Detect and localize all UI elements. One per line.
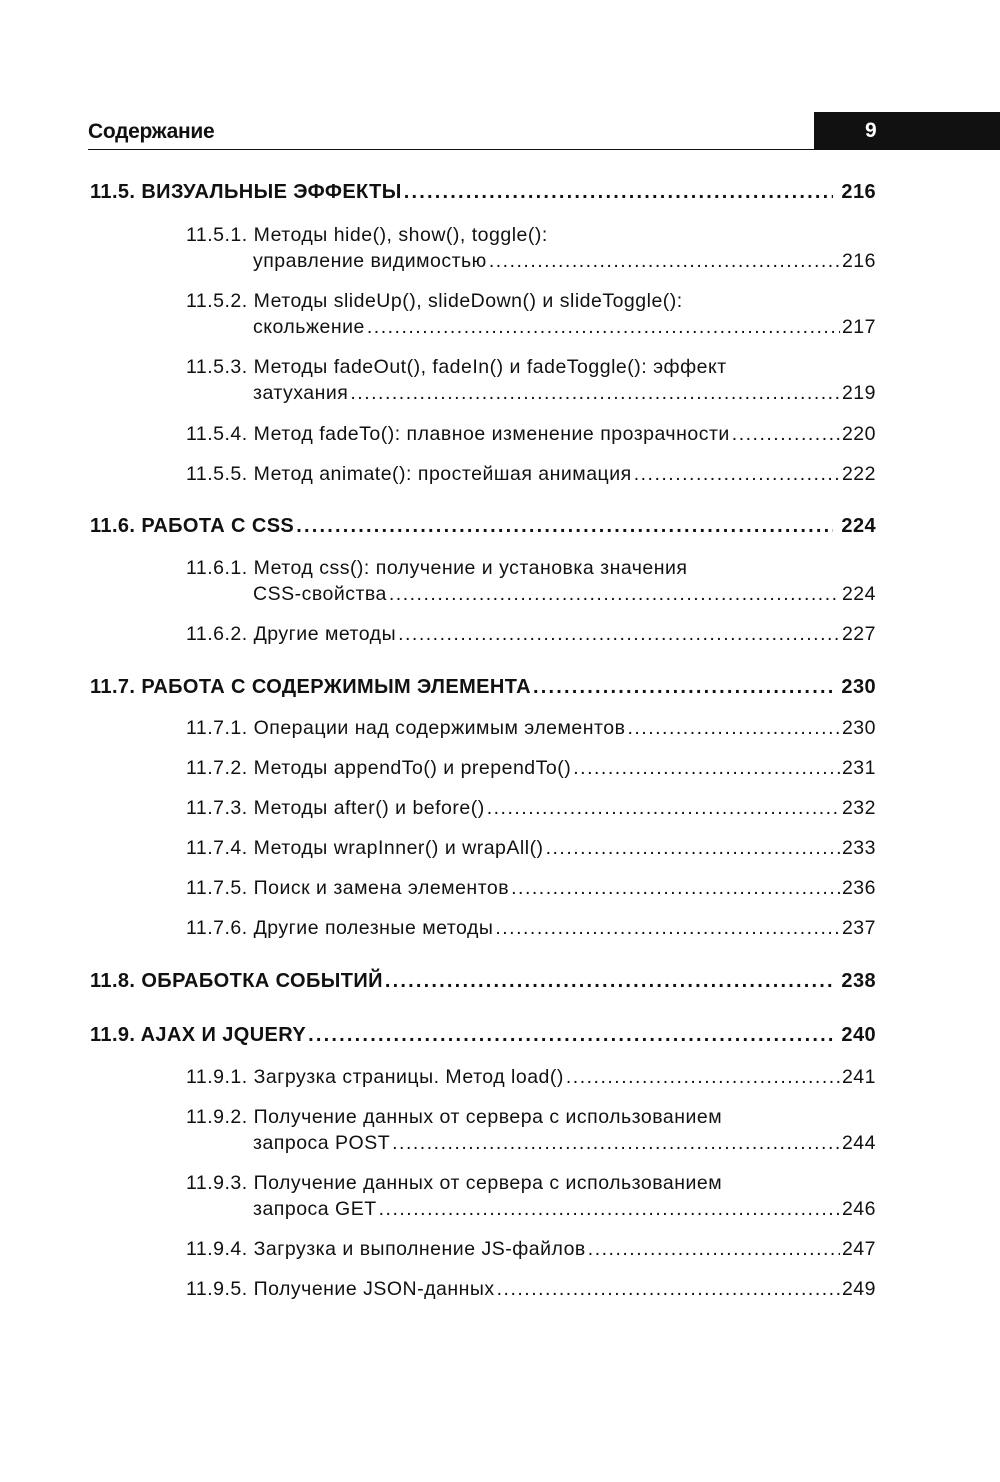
dot-leader — [497, 1278, 840, 1301]
toc-entry-11-6-2[interactable] — [186, 623, 876, 646]
dot-leader — [489, 250, 840, 273]
toc-section-11-9[interactable] — [90, 1024, 876, 1047]
toc-entry-11-5-2[interactable] — [253, 316, 876, 339]
toc-entry-11-5-3-line1[interactable]: 11.5.3. Методы fadeOut(), fadeIn() и fadeToggle(): эффект — [186, 356, 727, 378]
page-number-box — [814, 112, 1000, 150]
toc-page-number: 249 — [841, 1278, 876, 1300]
dot-leader — [398, 623, 840, 646]
dot-leader — [732, 423, 840, 446]
toc-entry-11-7-5[interactable] — [186, 877, 876, 900]
dot-leader — [404, 181, 834, 204]
toc-entry-title: 11.7.6. Другие полезные методы — [186, 917, 494, 939]
toc-page-number: 230 — [841, 717, 876, 739]
toc-entry-title: 11.5.5. Метод animate(): простейшая анимация — [186, 463, 632, 485]
toc-entry-title: запроса GET — [253, 1198, 377, 1220]
toc-entry-title: 11.9.1. Загрузка страницы. Метод load() — [186, 1066, 564, 1088]
toc-page-number: 247 — [841, 1238, 876, 1260]
toc-section-11-8[interactable] — [90, 970, 876, 993]
toc-entry-title: 11.7.5. Поиск и замена элементов — [186, 877, 510, 899]
dot-leader — [389, 583, 840, 606]
page-number: 9 — [865, 119, 877, 142]
toc-section-title: 11.7. РАБОТА С СОДЕРЖИМЫМ ЭЛЕМЕНТА — [90, 676, 531, 698]
toc-entry-11-9-1[interactable] — [186, 1066, 876, 1089]
toc-page-number: 227 — [841, 623, 876, 645]
toc-section-11-6[interactable] — [90, 515, 876, 538]
page-header — [88, 112, 1000, 150]
toc-section-title: 11.8. ОБРАБОТКА СОБЫТИЙ — [90, 970, 383, 992]
dot-leader — [350, 382, 840, 405]
toc-page-number: 232 — [841, 797, 876, 819]
toc-entry-11-5-1-line1[interactable]: 11.5.1. Методы hide(), show(), toggle(): — [186, 224, 548, 246]
dot-leader — [573, 757, 840, 780]
dot-leader — [296, 515, 833, 538]
toc-entry-title: управление видимостью — [253, 250, 487, 272]
toc-page-number: 246 — [841, 1198, 876, 1220]
toc-section-11-5[interactable] — [90, 181, 876, 204]
dot-leader — [385, 970, 834, 993]
toc-entry-11-5-3[interactable] — [253, 382, 876, 405]
toc-entry-11-5-1[interactable] — [253, 250, 876, 273]
toc-entry-11-7-4[interactable] — [186, 837, 876, 860]
toc-entry-title: 11.9.4. Загрузка и выполнение JS-файлов — [186, 1238, 586, 1260]
toc-page-number: 240 — [841, 1024, 876, 1046]
toc-entry-11-5-4[interactable] — [186, 423, 876, 446]
dot-leader — [367, 316, 840, 339]
toc-page-number: 220 — [841, 423, 876, 445]
toc-entry-title: 11.5.4. Метод fadeTo(): плавное изменение прозрачности — [186, 423, 730, 445]
toc-entry-11-5-2-line1[interactable]: 11.5.2. Методы slideUp(), slideDown() и slideToggle(): — [186, 290, 683, 312]
toc-page-number: 236 — [841, 877, 876, 899]
toc-entry-title: 11.9.5. Получение JSON-данных — [186, 1278, 495, 1300]
toc-entry-title: запроса POST — [253, 1132, 391, 1154]
dot-leader — [487, 797, 840, 820]
toc-entry-title: CSS-свойства — [253, 583, 387, 605]
dot-leader — [511, 877, 840, 900]
dot-leader — [495, 917, 840, 940]
toc-entry-11-9-2-line1[interactable]: 11.9.2. Получение данных от сервера с использованием — [186, 1106, 723, 1128]
toc-page-number: 230 — [841, 676, 876, 698]
toc-entry-11-9-3[interactable] — [253, 1198, 876, 1221]
toc-page-number: 237 — [841, 917, 876, 939]
toc-entry-11-5-5[interactable] — [186, 463, 876, 486]
toc-entry-title: 11.7.3. Методы after() и before() — [186, 797, 485, 819]
toc-page-number: 238 — [841, 970, 876, 992]
toc-entry-11-9-4[interactable] — [186, 1238, 876, 1261]
toc-page-number: 222 — [841, 463, 876, 485]
running-header-title: Содержание — [88, 120, 215, 143]
toc-entry-11-9-3-line1[interactable]: 11.9.3. Получение данных от сервера с использованием — [186, 1172, 723, 1194]
toc-page-number: 219 — [841, 382, 876, 404]
toc-entry-title: скольжение — [253, 316, 365, 338]
toc-entry-11-6-1-line1[interactable]: 11.6.1. Метод css(): получение и установка значения — [186, 557, 688, 579]
dot-leader — [308, 1024, 833, 1047]
toc-entry-11-6-1[interactable] — [253, 583, 876, 606]
dot-leader — [588, 1238, 840, 1261]
dot-leader — [627, 717, 839, 740]
dot-leader — [533, 676, 833, 699]
toc-page-number: 224 — [841, 515, 876, 537]
toc-entry-title: 11.7.2. Методы appendTo() и prependTo() — [186, 757, 572, 779]
toc-entry-11-7-3[interactable] — [186, 797, 876, 820]
toc-page-number: 216 — [841, 250, 876, 272]
toc-page-number: 241 — [841, 1066, 876, 1088]
toc-entry-11-7-2[interactable] — [186, 757, 876, 780]
toc-entry-title: 11.7.4. Методы wrapInner() и wrapAll() — [186, 837, 544, 859]
toc-page-number: 224 — [841, 583, 876, 605]
toc-entry-11-9-5[interactable] — [186, 1278, 876, 1301]
toc-page-number: 231 — [841, 757, 876, 779]
toc-entry-title: затухания — [253, 382, 349, 404]
toc-entry-11-7-6[interactable] — [186, 917, 876, 940]
toc-page-number: 233 — [841, 837, 876, 859]
toc-entry-11-9-2[interactable] — [253, 1132, 876, 1155]
toc-entry-11-7-1[interactable] — [186, 717, 876, 740]
toc-page-number: 217 — [841, 316, 876, 338]
dot-leader — [634, 463, 840, 486]
dot-leader — [566, 1066, 840, 1089]
toc-entry-title: 11.7.1. Операции над содержимым элементов — [186, 717, 626, 739]
dot-leader — [379, 1198, 840, 1221]
toc-entry-title: 11.6.2. Другие методы — [186, 623, 397, 645]
toc-section-title: 11.5. ВИЗУАЛЬНЫЕ ЭФФЕКТЫ — [90, 181, 402, 203]
toc-section-11-7[interactable] — [90, 676, 876, 699]
dot-leader — [392, 1132, 840, 1155]
toc-page-number: 244 — [841, 1132, 876, 1154]
toc-section-title: 11.6. РАБОТА С CSS — [90, 515, 295, 537]
toc-section-title: 11.9. AJAX И JQUERY — [90, 1024, 307, 1046]
toc-page-number: 216 — [841, 181, 876, 203]
dot-leader — [546, 837, 840, 860]
